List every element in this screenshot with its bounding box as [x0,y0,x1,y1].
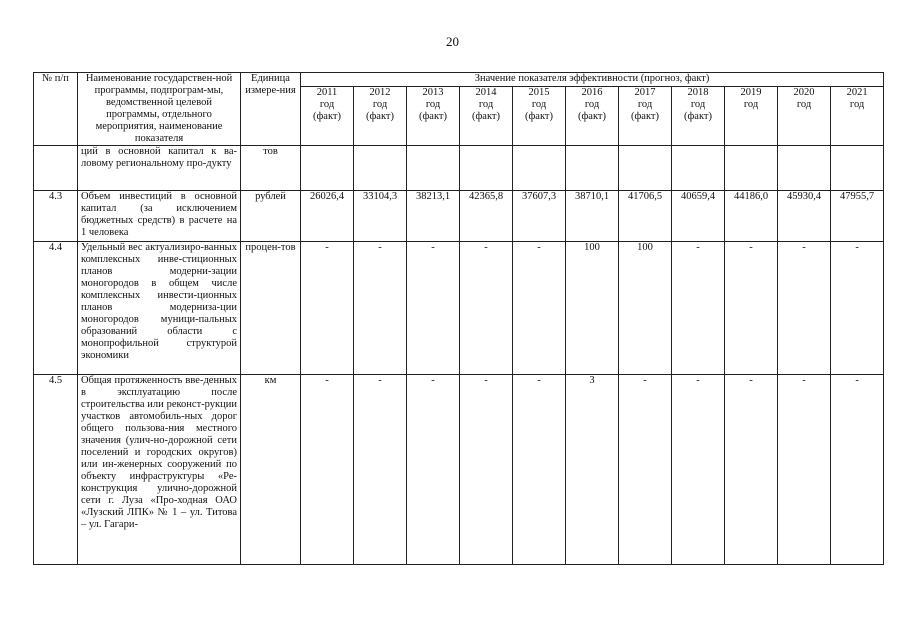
value-cell: 33104,3 [354,191,407,242]
row-num: 4.3 [34,191,78,242]
header-year: 2011 год (факт) [301,87,354,146]
value-cell [831,146,884,191]
header-unit: Единица измере-ния [241,73,301,146]
header-row-top [34,73,884,87]
value-cell: - [725,375,778,565]
value-cell: 100 [619,242,672,375]
value-cell: - [301,375,354,565]
table-row [34,146,884,191]
value-cell: - [672,375,725,565]
value-cell [778,146,831,191]
header-num: № п/п [34,73,78,146]
value-cell [354,146,407,191]
value-cell: - [778,375,831,565]
header-year: 2012 год (факт) [354,87,407,146]
value-cell: - [354,242,407,375]
value-cell: 41706,5 [619,191,672,242]
header-year: 2014 год (факт) [460,87,513,146]
value-cell: 100 [566,242,619,375]
header-name: Наименование государствен-ной программы, подпрограм-мы, ведомственной целевой программы, отдельного мероприятия, наименование показателя [78,73,241,146]
row-unit: км [241,375,301,565]
header-year: 2020 год [778,87,831,146]
value-cell: 45930,4 [778,191,831,242]
row-name: ций в основной капитал к ва-ловому региональному про-дукту [78,146,241,191]
value-cell [619,146,672,191]
value-cell: - [778,242,831,375]
page-number: 20 [446,34,459,49]
value-cell: 42365,8 [460,191,513,242]
value-cell: - [407,242,460,375]
header-year: 2016 год (факт) [566,87,619,146]
value-cell: 3 [566,375,619,565]
row-num [34,146,78,191]
table-row [34,242,884,375]
value-cell: - [831,375,884,565]
row-name: Общая протяженность вве-денных в эксплуатацию после строительства или реконст-рукции участков автомобиль-ных дорог общего пользова-ния местного значения (улич-но-дорожной сети поселений и городских округов) или ин-женерных сооружений по объекту инфраструктуры «Ре-конструкция улично-дорожной сети г. Луза «Про-ходная ОАО «Лузский ЛПК» № 1 – ул. Титова – ул. Гагари- [78,375,241,565]
header-year: 2018 год (факт) [672,87,725,146]
table-row [34,375,884,565]
value-cell: - [831,242,884,375]
value-cell: - [513,242,566,375]
row-unit: процен-тов [241,242,301,375]
value-cell: - [460,242,513,375]
table-row [34,191,884,242]
value-cell [513,146,566,191]
value-cell: - [354,375,407,565]
value-cell: 44186,0 [725,191,778,242]
value-cell: - [460,375,513,565]
header-value-group: Значение показателя эффективности (прогноз, факт) [301,73,884,87]
value-cell: 47955,7 [831,191,884,242]
header-year: 2013 год (факт) [407,87,460,146]
header-year: 2017 год (факт) [619,87,672,146]
value-cell: - [301,242,354,375]
row-num: 4.4 [34,242,78,375]
value-cell [460,146,513,191]
value-cell: 40659,4 [672,191,725,242]
value-cell: 37607,3 [513,191,566,242]
indicators-table [33,72,884,565]
row-num: 4.5 [34,375,78,565]
value-cell [407,146,460,191]
row-name: Удельный вес актуализиро-ванных комплексных инве-стиционных планов модерни-зации моногородов в общем числе комплексных инвести-ционных планов модерниза-ции моногородов муници-пальных образований области с монопрофильной структурой экономики [78,242,241,375]
header-year: 2021 год [831,87,884,146]
row-unit: рублей [241,191,301,242]
value-cell: - [619,375,672,565]
value-cell: - [407,375,460,565]
value-cell: - [513,375,566,565]
row-name: Объем инвестиций в основной капитал (за исключением бюджетных средств) в расчете на 1 человека [78,191,241,242]
value-cell: 38710,1 [566,191,619,242]
header-year: 2019 год [725,87,778,146]
row-unit: тов [241,146,301,191]
value-cell [301,146,354,191]
value-cell: 26026,4 [301,191,354,242]
value-cell [566,146,619,191]
value-cell [672,146,725,191]
value-cell: - [672,242,725,375]
value-cell [725,146,778,191]
value-cell: - [725,242,778,375]
value-cell: 38213,1 [407,191,460,242]
header-year: 2015 год (факт) [513,87,566,146]
